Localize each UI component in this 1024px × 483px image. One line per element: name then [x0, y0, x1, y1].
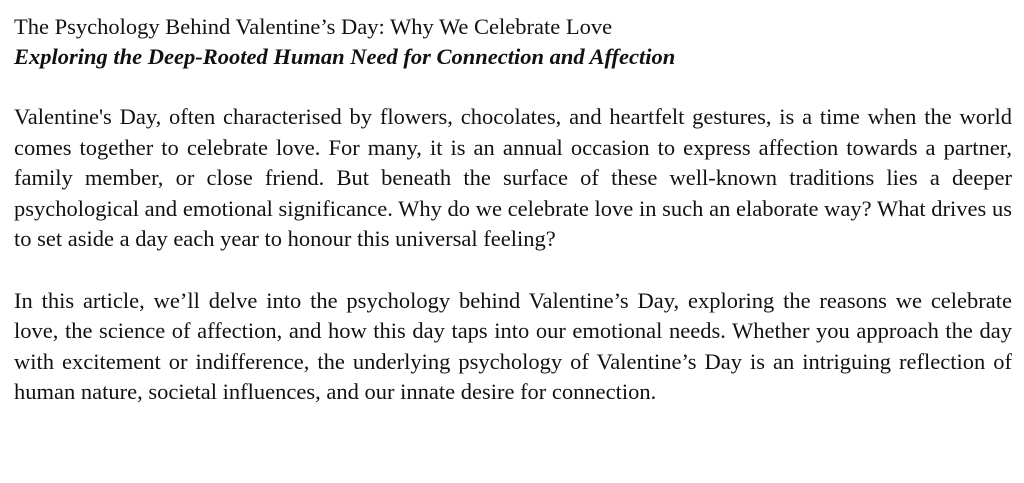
document-title: The Psychology Behind Valentine’s Day: Why We Celebrate Love — [14, 14, 613, 39]
document-subtitle: Exploring the Deep-Rooted Human Need for Connection and Affection — [14, 44, 676, 69]
document-body — [14, 12, 1012, 408]
paragraph-article-overview: In this article, we’ll delve into the psychology behind Valentine’s Day, exploring the reasons we celebrate love, the science of affection, and how this day taps into our emotional needs. Whether you approach the day with excitement or indifference, the underlying psychology of Valentine’s Day is an intriguing reflection of human nature, societal influences, and our innate desire for connection. — [14, 287, 1012, 404]
paragraph-intro: Valentine's Day, often characterised by flowers, chocolates, and heartfelt gestures, is a time when the world comes together to celebrate love. For many, it is an annual occasion to express affection towards a partner, family member, or close friend. But beneath the surface of these well-known traditions lies a deeper psychological and emotional significance. Why do we celebrate love in such an elaborate way? What drives us to set aside a day each year to honour this universal feeling? — [14, 104, 1012, 251]
